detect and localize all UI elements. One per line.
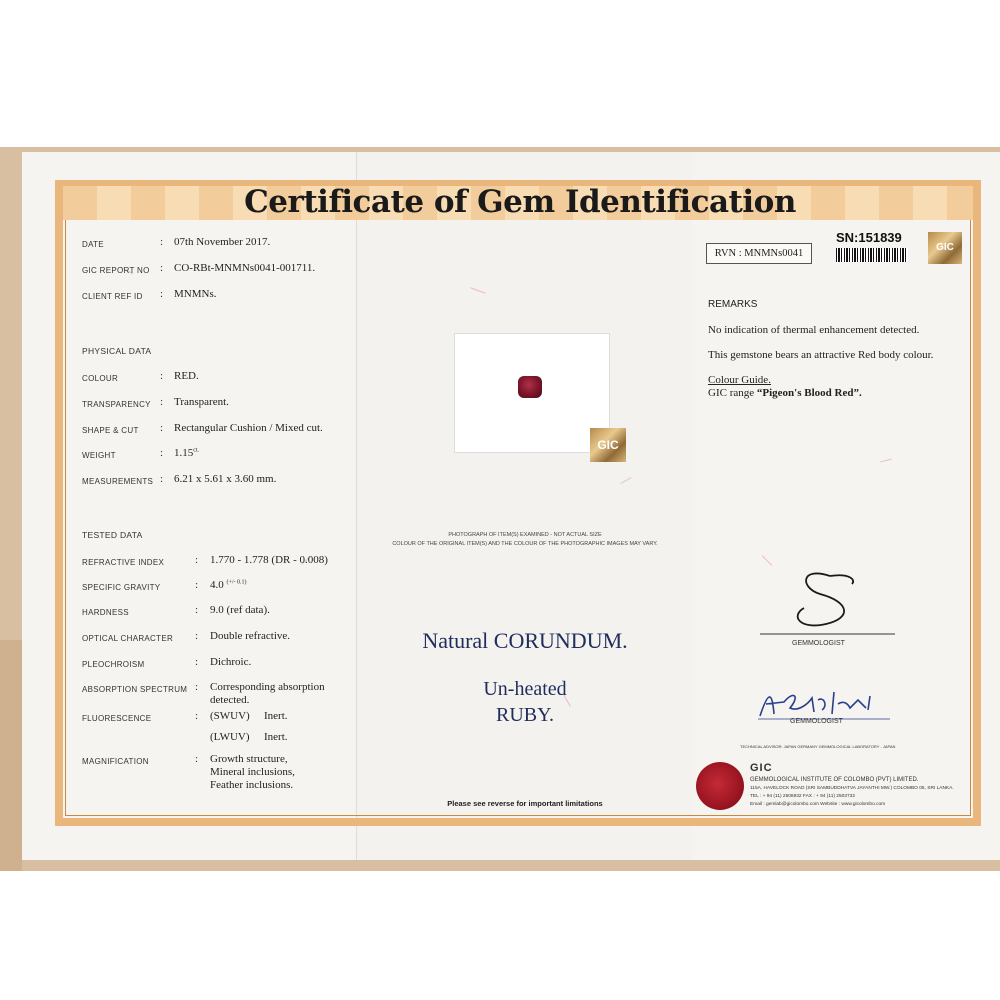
weight-number: 1.15 [174, 447, 194, 459]
shape-cut-label: SHAPE & CUT [82, 426, 139, 435]
gemmologist-label-2: GEMMOLOGIST [790, 718, 843, 725]
optical-character-value: Double refractive. [210, 630, 291, 642]
gic-abbreviation: GIC [750, 762, 773, 774]
institute-phone: TEL : + 94 (11) 2506932 FAX : + 94 (11) 2503732 [750, 794, 855, 799]
serial-number: SN:151839 [836, 230, 902, 245]
colon: : [195, 630, 199, 642]
measurements-value: 6.21 x 5.61 x 3.60 mm. [174, 473, 277, 485]
hologram-sticker: GIC [590, 428, 626, 462]
fluorescence-label: FLUORESCENCE [82, 714, 152, 723]
hologram-sticker-small: GIC [928, 232, 962, 264]
barcode [836, 248, 908, 262]
limitations-note: Please see reverse for important limitations [447, 799, 603, 808]
colon: : [195, 579, 199, 591]
tested-data-heading: TESTED DATA [82, 530, 143, 540]
report-no-value: CO-RBt-MNMNs0041-001711. [174, 262, 316, 274]
colon: : [195, 604, 199, 616]
pleochroism-label: PLEOCHROISM [82, 660, 145, 669]
institute-name: GEMMOLOGICAL INSTITUTE OF COLOMBO (PVT) LIMITED. [750, 777, 919, 783]
rvn-box: RVN : MNMNs0041 [706, 243, 812, 264]
colon: : [160, 288, 164, 300]
colon: : [195, 710, 199, 722]
colour-guide-heading: Colour Guide. [708, 374, 771, 386]
treatment-status: Un-heated [483, 678, 567, 700]
hardness-label: HARDNESS [82, 608, 129, 617]
variety-name: RUBY. [496, 704, 554, 726]
institute-email: Email : gemlab@gicolombo.com Website : www.gicolombo.com [750, 802, 886, 807]
guide-prefix: GIC range [708, 387, 757, 399]
colon: : [160, 262, 164, 274]
hardness-value: 9.0 (ref data). [210, 604, 270, 616]
client-ref-label: CLIENT REF ID [82, 292, 143, 301]
absorption-value-line2: detected. [210, 694, 250, 706]
folder-flap [0, 640, 22, 871]
absorption-spectrum-label: ABSORPTION SPECTRUM [82, 685, 188, 694]
refractive-index-label: REFRACTIVE INDEX [82, 558, 165, 567]
fluorescence-lwuv: (LWUV) [210, 731, 250, 743]
certificate-title: Certificate of Gem Identification [244, 184, 796, 220]
remarks-heading: REMARKS [708, 299, 758, 310]
colon: : [160, 370, 164, 382]
magnification-line2: Mineral inclusions, [210, 766, 295, 778]
species-title: Natural CORUNDUM. [422, 628, 628, 653]
refractive-index-value: 1.770 - 1.778 (DR - 0.008) [210, 554, 328, 566]
specific-gravity-value [210, 579, 247, 591]
measurements-label: MEASUREMENTS [82, 477, 154, 486]
fluorescence-swuv: (SWUV) [210, 710, 250, 722]
client-ref-value: MNMNs. [174, 288, 217, 300]
specific-gravity-label: SPECIFIC GRAVITY [82, 583, 161, 592]
pleochroism-value: Dichroic. [210, 656, 252, 668]
transparency-label: TRANSPARENCY [82, 400, 151, 409]
date-value: 07th November 2017. [174, 236, 271, 248]
weight-value [174, 447, 199, 459]
colour-label: COLOUR [82, 374, 119, 383]
weight-label: WEIGHT [82, 451, 116, 460]
absorption-value-line1: Corresponding absorption [210, 681, 325, 693]
fluorescence-swuv-result: Inert. [264, 710, 288, 722]
colon: : [160, 236, 164, 248]
wax-seal [696, 762, 744, 810]
magnification-line3: Feather inclusions. [210, 779, 294, 791]
photo-caption-line2: COLOUR OF THE ORIGINAL ITEM(S) AND THE COLOUR OF THE PHOTOGRAPHIC IMAGES MAY VARY. [392, 541, 658, 547]
transparency-value: Transparent. [174, 396, 229, 408]
colon: : [195, 753, 199, 765]
colon: : [160, 447, 164, 459]
ruby-photo [518, 376, 542, 398]
sg-number: 4.0 [210, 579, 224, 591]
fluorescence-lwuv-result: Inert. [264, 731, 288, 743]
date-label: DATE [82, 240, 104, 249]
magnification-label: MAGNIFICATION [82, 757, 149, 766]
remark-colour: This gemstone bears an attractive Red body colour. [708, 349, 934, 361]
colour-value: RED. [174, 370, 199, 382]
sg-tolerance: (+/- 0.1) [226, 579, 247, 586]
colon: : [160, 396, 164, 408]
weight-unit: ct. [193, 447, 200, 454]
gemmologist-signature-1 [760, 568, 900, 640]
gemmologist-label-1: GEMMOLOGIST [792, 640, 845, 647]
colon: : [195, 554, 199, 566]
physical-data-heading: PHYSICAL DATA [82, 346, 152, 356]
colour-guide-range [708, 387, 862, 399]
optical-character-label: OPTICAL CHARACTER [82, 634, 174, 643]
photo-caption-line1: PHOTOGRAPH OF ITEM(S) EXAMINED - NOT ACTUAL SIZE [448, 532, 602, 538]
institute-address: 115A, HAVELOCK ROAD (SRI SAMBUDDHATVA JAYANTHI MW.) COLOMBO 05, SRI LANKA. [750, 786, 954, 791]
guide-value: “Pigeon's Blood Red”. [756, 387, 862, 399]
technical-advisor: TECHNICAL ADVISOR: JAPAN GERMANY GEMMOLOGICAL LABORATORY - JAPAN [740, 744, 896, 749]
magnification-line1: Growth structure, [210, 753, 288, 765]
shape-cut-value: Rectangular Cushion / Mixed cut. [174, 422, 323, 434]
colon: : [195, 656, 199, 668]
colon: : [160, 422, 164, 434]
gemmologist-signature-2 [754, 686, 894, 722]
colon: : [160, 473, 164, 485]
remark-thermal: No indication of thermal enhancement detected. [708, 324, 920, 336]
report-no-label: GIC REPORT NO [82, 266, 150, 275]
colon: : [195, 681, 199, 693]
